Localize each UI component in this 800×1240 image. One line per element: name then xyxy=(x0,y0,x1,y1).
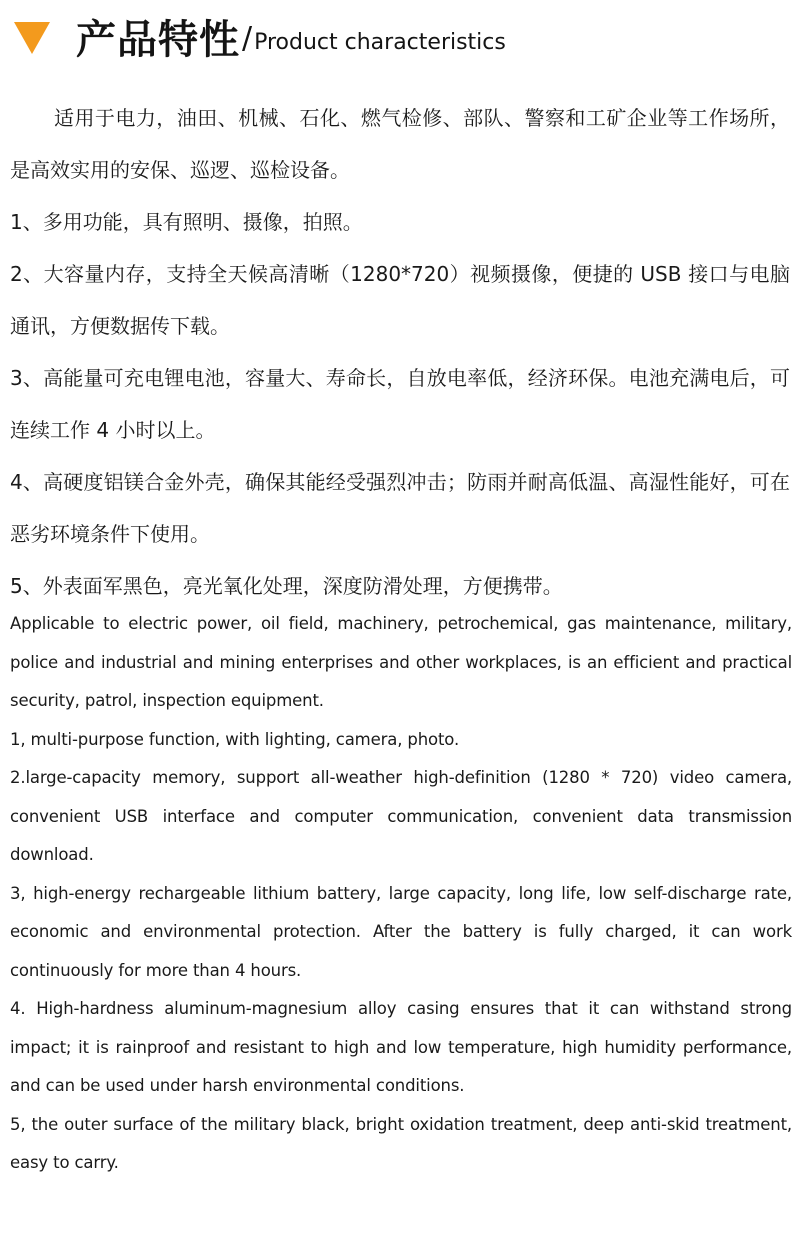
triangle-down-icon xyxy=(14,22,50,54)
section-header xyxy=(14,8,506,64)
chinese-item-2: 2、大容量内存，支持全天候高清晰（1280*720）视频摄像，便捷的 USB 接口与电脑通讯，方便数据传下载。 xyxy=(10,262,790,338)
title-separator: / xyxy=(242,20,253,56)
chinese-item-3: 3、高能量可充电锂电池，容量大、寿命长，自放电率低，经济环保。电池充满电后，可连续工作 4 小时以上。 xyxy=(10,366,790,442)
english-item-3: 3, high-energy rechargeable lithium battery, large capacity, long life, low self-discharge rate, economic and environmental protection. After the battery is fully charged, it can work continuously for more than 4 hours. xyxy=(10,883,792,980)
english-item-1: 1, multi-purpose function, with lighting, camera, photo. xyxy=(10,729,460,749)
chinese-description xyxy=(10,92,790,612)
title-chinese: 产品特性 xyxy=(76,16,240,63)
chinese-item-5: 5、外表面军黑色，亮光氧化处理，深度防滑处理，方便携带。 xyxy=(10,574,563,598)
english-description xyxy=(10,605,792,1183)
chinese-item-1: 1、多用功能，具有照明、摄像，拍照。 xyxy=(10,210,363,234)
english-item-4: 4. High-hardness aluminum-magnesium alloy casing ensures that it can withstand strong impact; it is rainproof and resistant to high and low temperature, high humidity performance, and can be used under harsh environmental conditions. xyxy=(10,999,792,1095)
title-english: Product characteristics xyxy=(254,29,506,55)
english-intro: Applicable to electric power, oil field, machinery, petrochemical, gas maintenance, military, police and industrial and mining enterprises and other workplaces, is an efficient and practical security, patrol, inspection equipment. xyxy=(10,614,792,710)
chinese-item-4: 4、高硬度铝镁合金外壳，确保其能经受强烈冲击；防雨并耐高低温、高湿性能好，可在恶劣环境条件下使用。 xyxy=(10,470,790,546)
english-item-2: 2.large-capacity memory, support all-weather high-definition (1280 * 720) video camera, convenient USB interface and computer communication, convenient data transmission download. xyxy=(10,768,792,864)
english-item-5: 5, the outer surface of the military black, bright oxidation treatment, deep anti-skid treatment, easy to carry. xyxy=(10,1114,792,1172)
chinese-intro: 适用于电力，油田、机械、石化、燃气检修、部队、警察和工矿企业等工作场所，是高效实用的安保、巡逻、巡检设备。 xyxy=(10,106,790,182)
